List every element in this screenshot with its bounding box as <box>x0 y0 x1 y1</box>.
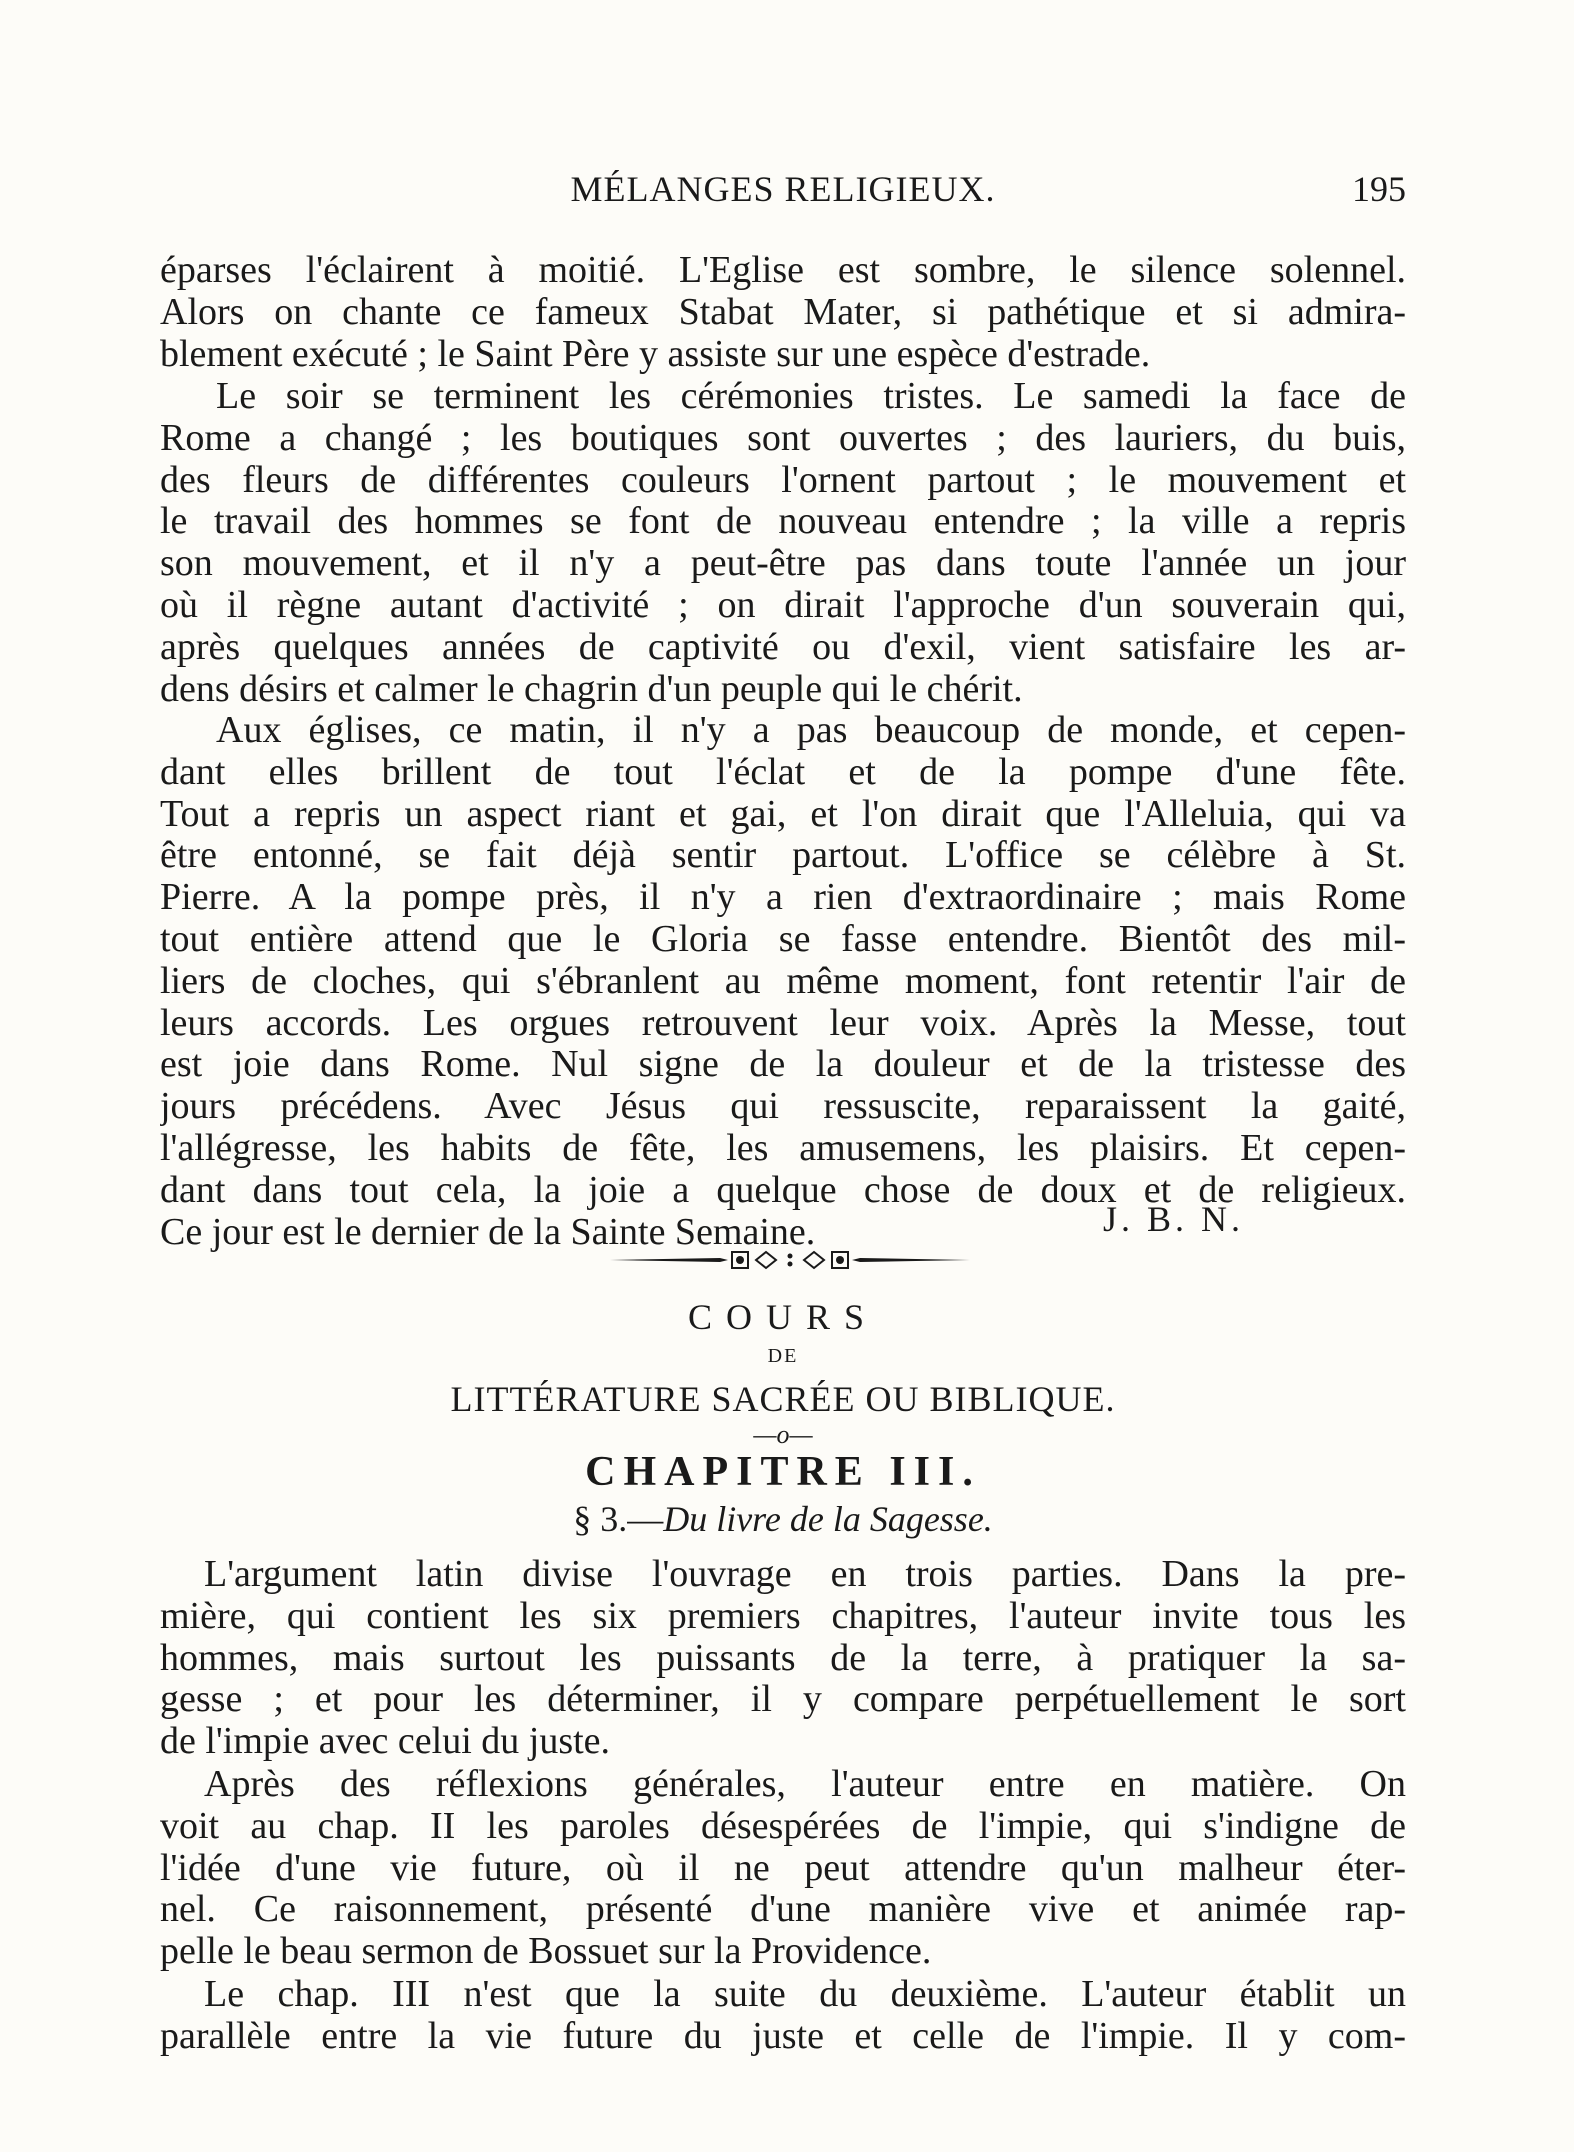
text-line: Après des réflexions générales, l'auteur entre en matière. On <box>204 1764 1406 1805</box>
ornament-divider-icon <box>610 1248 970 1272</box>
chapter-title: CHAPITRE III. <box>585 1449 981 1495</box>
text-line: de l'impie avec celui du juste. <box>160 1721 611 1763</box>
section-number: § 3.— <box>573 1499 664 1539</box>
heading-o-mark: —o— <box>753 1420 813 1449</box>
text-line: éparses l'éclairent à moitié. L'Eglise est sombre, le silence solennel. <box>160 250 1406 291</box>
text-line: parallèle entre la vie future du juste et celle de l'impie. Il y com- <box>160 2015 1406 2057</box>
text-line: Rome a changé ; les boutiques sont ouvertes ; des lauriers, du buis, <box>160 417 1406 459</box>
paragraph-6 <box>160 1974 1406 2058</box>
text-line: jours précédens. Avec Jésus qui ressuscite, reparaissent la gaité, <box>160 1086 1406 1128</box>
heading-de: DE <box>767 1345 799 1367</box>
heading-cours: COURS <box>687 1297 879 1337</box>
text-line: mière, qui contient les six premiers chapitres, l'auteur invite tous les <box>160 1595 1406 1637</box>
text-line: blement exécuté ; le Saint Père y assiste sur une espèce d'estrade. <box>160 333 1151 375</box>
text-line: gesse ; et pour les déterminer, il y compare perpétuellement le sort <box>160 1679 1406 1721</box>
text-line: Ce jour est le dernier de la Sainte Semaine. <box>160 1211 816 1253</box>
text-line: dens désirs et calmer le chagrin d'un peuple qui le chérit. <box>160 668 1023 710</box>
text-line: son mouvement, et il n'y a peut-être pas dans toute l'année un jour <box>160 543 1406 585</box>
heading-litterature: LITTÉRATURE SACRÉE OU BIBLIQUE. <box>450 1379 1116 1419</box>
paragraph-4 <box>160 1554 1406 1763</box>
text-line: voit au chap. II les paroles désespérées de l'impie, qui s'indigne de <box>160 1805 1406 1847</box>
text-line: est joie dans Rome. Nul signe de la douleur et de la tristesse des <box>160 1044 1406 1086</box>
text-line: Aux églises, ce matin, il n'y a pas beaucoup de monde, et cepen- <box>216 710 1406 751</box>
text-line: Tout a repris un aspect riant et gai, et l'on dirait que l'Alleluia, qui va <box>160 793 1406 835</box>
section-heading <box>160 1498 1406 1540</box>
text-line: leurs accords. Les orgues retrouvent leur voix. Après la Messe, tout <box>160 1002 1406 1044</box>
paragraph-1 <box>160 250 1406 375</box>
running-header <box>160 168 1406 218</box>
paragraph-3 <box>160 710 1406 1253</box>
text-line: des fleurs de différentes couleurs l'ornent partout ; le mouvement et <box>160 459 1406 501</box>
text-line: Le soir se terminent les cérémonies tristes. Le samedi la face de <box>216 376 1406 417</box>
text-line: dant elles brillent de tout l'éclat et de la pompe d'une fête. <box>160 751 1406 793</box>
text-line: pelle le beau sermon de Bossuet sur la Providence. <box>160 1931 932 1973</box>
text-line: L'argument latin divise l'ouvrage en trois parties. Dans la pre- <box>204 1554 1406 1595</box>
paragraph-5 <box>160 1764 1406 1973</box>
text-line: être entonné, se fait déjà sentir partout. L'office se célèbre à St. <box>160 835 1406 877</box>
paragraph-2 <box>160 376 1406 710</box>
text-line: hommes, mais surtout les puissants de la terre, à pratiquer la sa- <box>160 1637 1406 1679</box>
section-title: Du livre de la Sagesse. <box>663 1499 993 1539</box>
signature: J. B. N. <box>1102 1199 1244 1239</box>
text-line: Le chap. III n'est que la suite du deuxième. L'auteur établit un <box>204 1974 1406 2015</box>
text-line: Pierre. A la pompe près, il n'y a rien d'extraordinaire ; mais Rome <box>160 877 1406 919</box>
text-line: l'idée d'une vie future, où il ne peut attendre qu'un malheur éter- <box>160 1847 1406 1889</box>
text-line: tout entière attend que le Gloria se fasse entendre. Bientôt des mil- <box>160 918 1406 960</box>
running-title: MÉLANGES RELIGIEUX. <box>570 169 996 209</box>
text-line: le travail des hommes se font de nouveau entendre ; la ville a repris <box>160 501 1406 543</box>
text-line: l'allégresse, les habits de fête, les amusemens, les plaisirs. Et cepen- <box>160 1127 1406 1169</box>
text-line: après quelques années de captivité ou d'exil, vient satisfaire les ar- <box>160 626 1406 668</box>
page-number: 195 <box>1352 169 1406 209</box>
text-line: Alors on chante ce fameux Stabat Mater, si pathétique et si admira- <box>160 291 1406 333</box>
text-line: nel. Ce raisonnement, présenté d'une manière vive et animée rap- <box>160 1889 1406 1931</box>
text-line: liers de cloches, qui s'ébranlent au même moment, font retentir l'air de <box>160 960 1406 1002</box>
text-line: où il règne autant d'activité ; on dirait l'approche d'un souverain qui, <box>160 584 1406 626</box>
text-line: dant dans tout cela, la joie a quelque chose de doux et de religieux. <box>160 1169 1406 1211</box>
